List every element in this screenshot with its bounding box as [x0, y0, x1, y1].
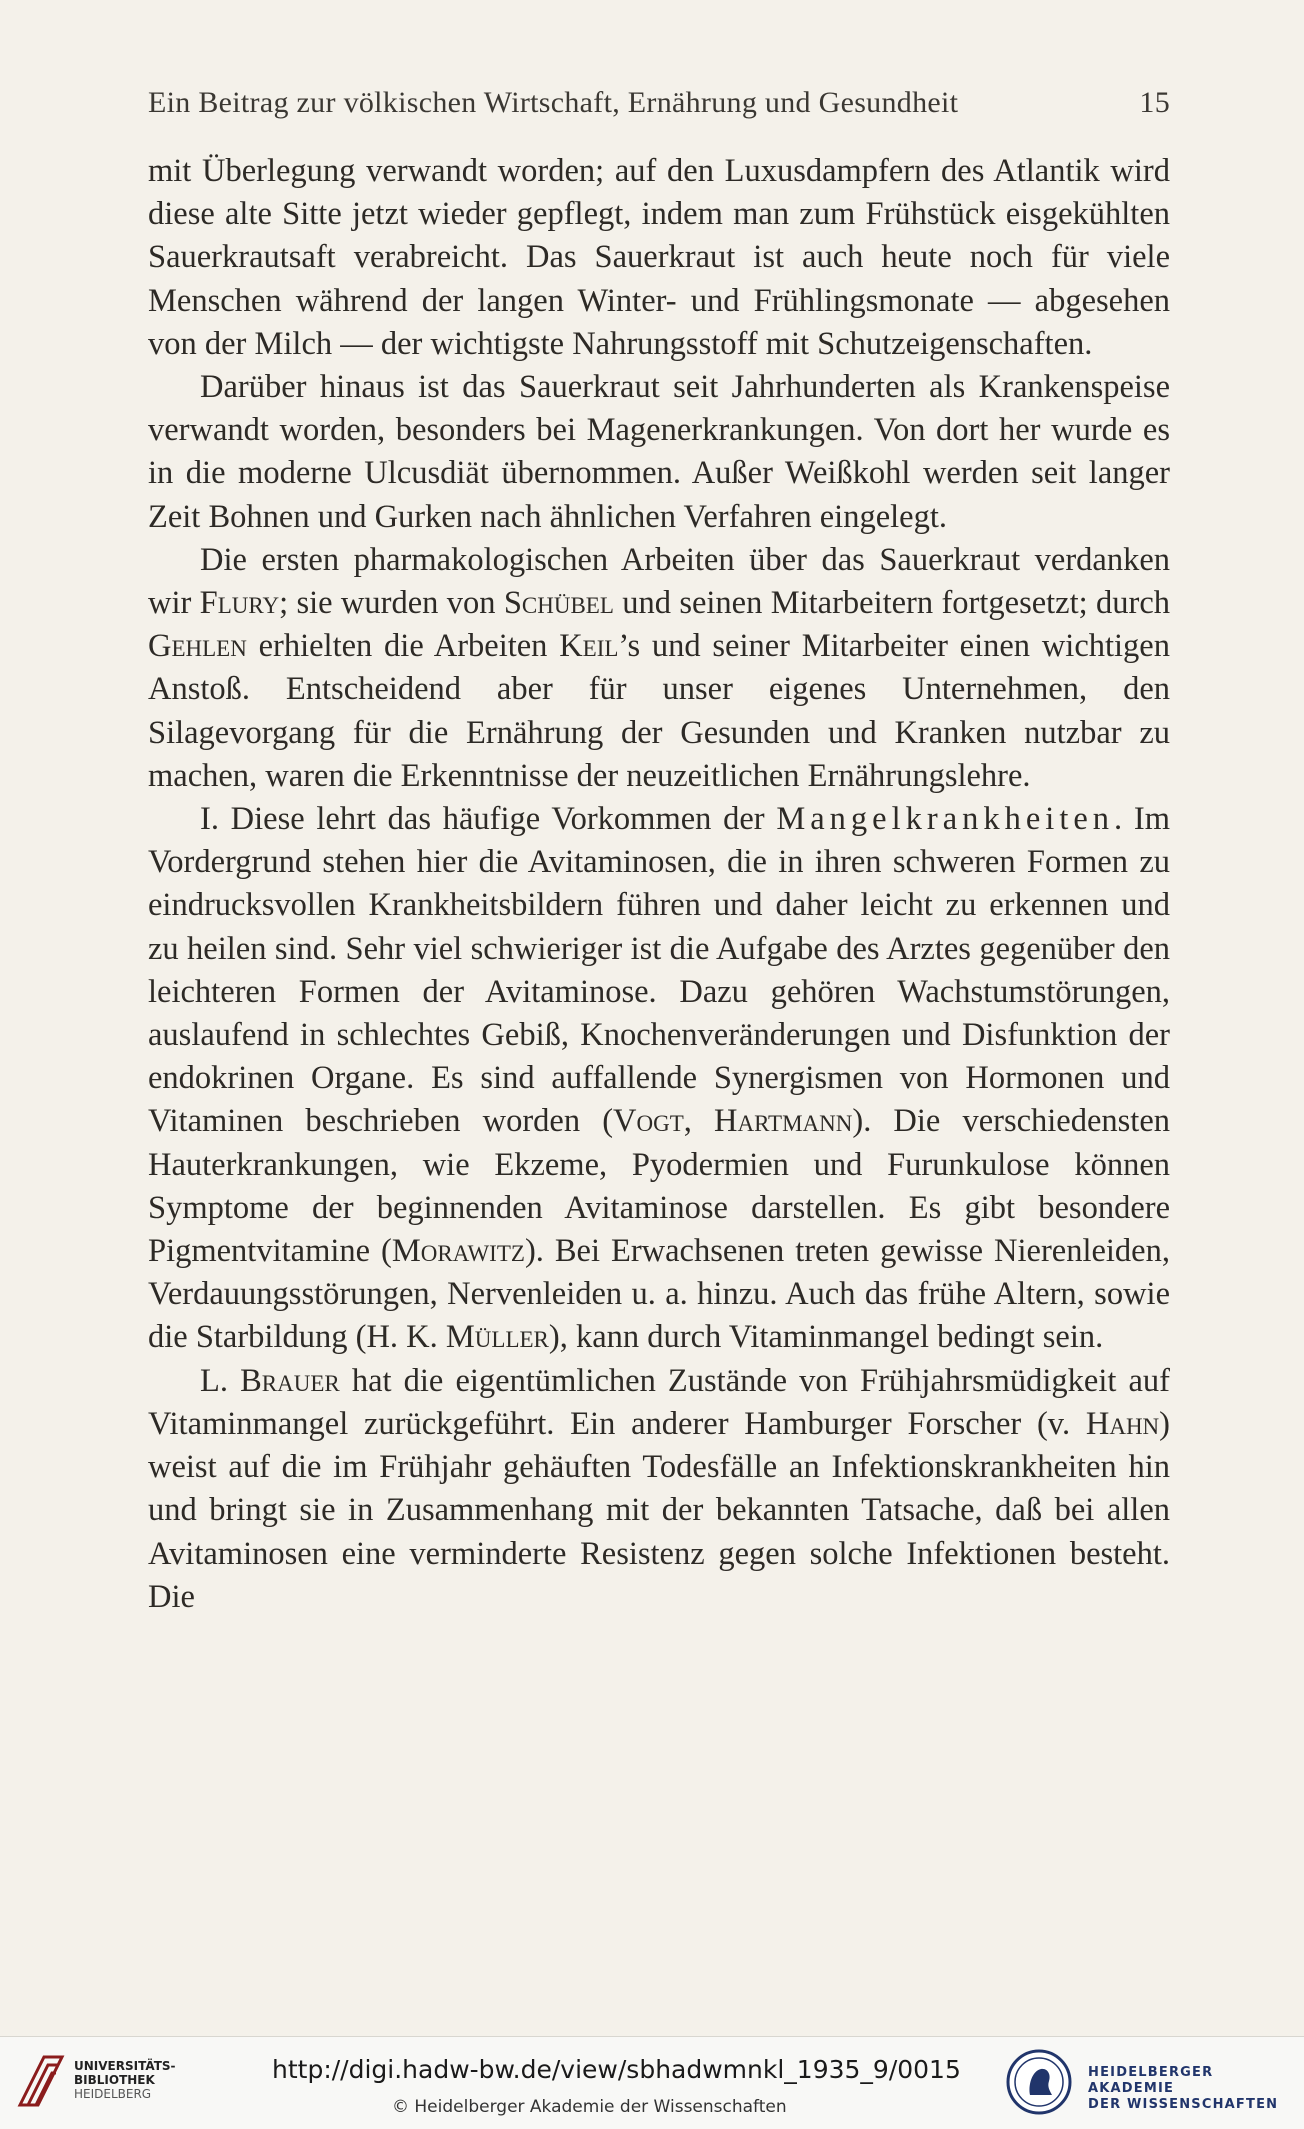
text-run: und seinen Mitarbeitern fortgesetzt; durch [613, 585, 1170, 622]
text-run: ; sie wurden von [279, 585, 504, 622]
page-number: 15 [1139, 86, 1170, 119]
academy-name [1088, 2065, 1304, 2113]
author-name: Gehlen [148, 628, 247, 665]
paragraph-2: Darüber hinaus ist das Sauerkraut seit Jahrhunderten als Krankenspeise verwandt worden, besonders bei Magenerkrankungen. Von dort her wurde es in die moderne Ulcusdiät übernommen. Außer Weißkohl werden seit langer Zeit Bohnen und Gurken nach ähnlichen Verfahren eingelegt. [148, 369, 1170, 535]
text-run: ). Bei Erwachsenen treten gewisse Nierenleiden, Verdauungsstörungen, Nervenleiden u. a. hinzu. Auch das frühe Altern, sowie die Starbildung (H. K. [148, 1233, 1170, 1356]
author-name: Brauer [240, 1362, 340, 1399]
university-library-logo-icon [14, 2051, 68, 2111]
author-name: Vogt [613, 1103, 684, 1140]
library-line: BIBLIOTHEK [74, 2073, 155, 2087]
author-name: Hartmann [714, 1103, 853, 1140]
text-run: I. Diese lehrt das häufige Vorkommen der [200, 801, 777, 838]
paragraph-5 [148, 1360, 1170, 1619]
main-text [148, 150, 1170, 1619]
author-name: Keil [559, 628, 619, 665]
author-name: Hahn [1085, 1405, 1160, 1442]
text-run: L. [200, 1362, 241, 1399]
page-header [148, 86, 1170, 120]
academy-seal-icon [1006, 2049, 1072, 2115]
text-run: ) weist auf die im Frühjahr gehäuften Todesfälle an Infektionskrankheiten hin und bringt sie in Zusammenhang mit der bekannten Tatsache, daß bei allen Avitaminosen eine verminderte Resistenz gegen solche Infektionen besteht. Die [148, 1405, 1170, 1615]
author-name: Müller [445, 1319, 549, 1356]
text-run: hat die eigentümlichen Zustände von Frühjahrsmüdigkeit auf Vitaminmangel zurückgeführt. Ein anderer Hamburger Forscher (v. [148, 1362, 1170, 1442]
author-name: Schübel [503, 585, 614, 622]
library-line: UNIVERSITÄTS- [74, 2059, 176, 2073]
text-run: ). Die verschiedensten Hauterkrankungen, wie Ekzeme, Pyodermien und Furunkulose können Symptome der beginnenden Avitaminose darstellen. Es gibt besondere Pigmentvitamine ( [148, 1103, 1171, 1270]
author-name: Morawitz [391, 1233, 525, 1270]
academy-line: DER WISSENSCHAFTEN [1088, 2097, 1279, 2112]
running-title: Ein Beitrag zur völkischen Wirtschaft, Ernährung und Gesundheit [148, 86, 959, 119]
paragraph-4 [148, 798, 1170, 1360]
text-run: Die ersten pharmakologischen Arbeiten über das Sauerkraut verdanken wir [148, 541, 1170, 622]
spaced-term: Mangelkrankheiten [776, 801, 1115, 838]
library-line: HEIDELBERG [74, 2087, 152, 2101]
text-run: . Im Vordergrund stehen hier die Avitaminosen, die in ihren schweren Formen zu eindrucksvollen Krankheitsbildern führen und daher leicht zu erkennen und zu heilen sind. Sehr viel schwieriger ist die Aufgabe des Arztes gegenüber den leichteren Formen der Avitaminose. Dazu gehören Wachstumstörungen, auslaufend in schlechtes Gebiß, Knochenveränderungen und Disfunktion der endokrinen Organe. Es sind auffallende Synergismen von Hormonen und Vitaminen beschrieben worden ( [148, 801, 1170, 1140]
copyright-notice: © Heidelberger Akademie der Wissenschaften [392, 2097, 787, 2117]
permalink-link[interactable]: http://digi.hadw-bw.de/view/sbhadwmnkl_1935_9/0015 [272, 2055, 961, 2084]
text-run: ’s und seiner Mitarbeiter einen wichtigen Anstoß. Entscheidend aber für unser eigenes Unternehmen, den Silagevorgang für die Ernährung der Gesunden und Kranken nutzbar zu machen, waren die Erkenntnisse der neuzeitlichen Ernährungslehre. [148, 628, 1170, 794]
text-run: , [683, 1103, 715, 1140]
paragraph-1: mit Überlegung verwandt worden; auf den Luxusdampfern des Atlantik wird diese alte Sitte jetzt wieder gepflegt, indem man zum Frühstück eisgekühlten Sauerkrautsaft verabreicht. Das Sauerkraut ist auch heute noch für viele Menschen während der langen Winter- und Frühlingsmonate — abgesehen von der Milch — der wichtigste Nahrungsstoff mit Schutzeigenschaften. [148, 153, 1170, 362]
text-run: erhielten die Arbeiten [246, 628, 560, 665]
academy-line: HEIDELBERGER AKADEMIE [1088, 2065, 1214, 2096]
text-run: ), kann durch Vitaminmangel bedingt sein. [548, 1319, 1104, 1356]
footer-bar [0, 2036, 1304, 2129]
author-name: Flury [199, 585, 280, 622]
university-library-name [74, 2059, 176, 2101]
paragraph-3 [148, 539, 1170, 798]
